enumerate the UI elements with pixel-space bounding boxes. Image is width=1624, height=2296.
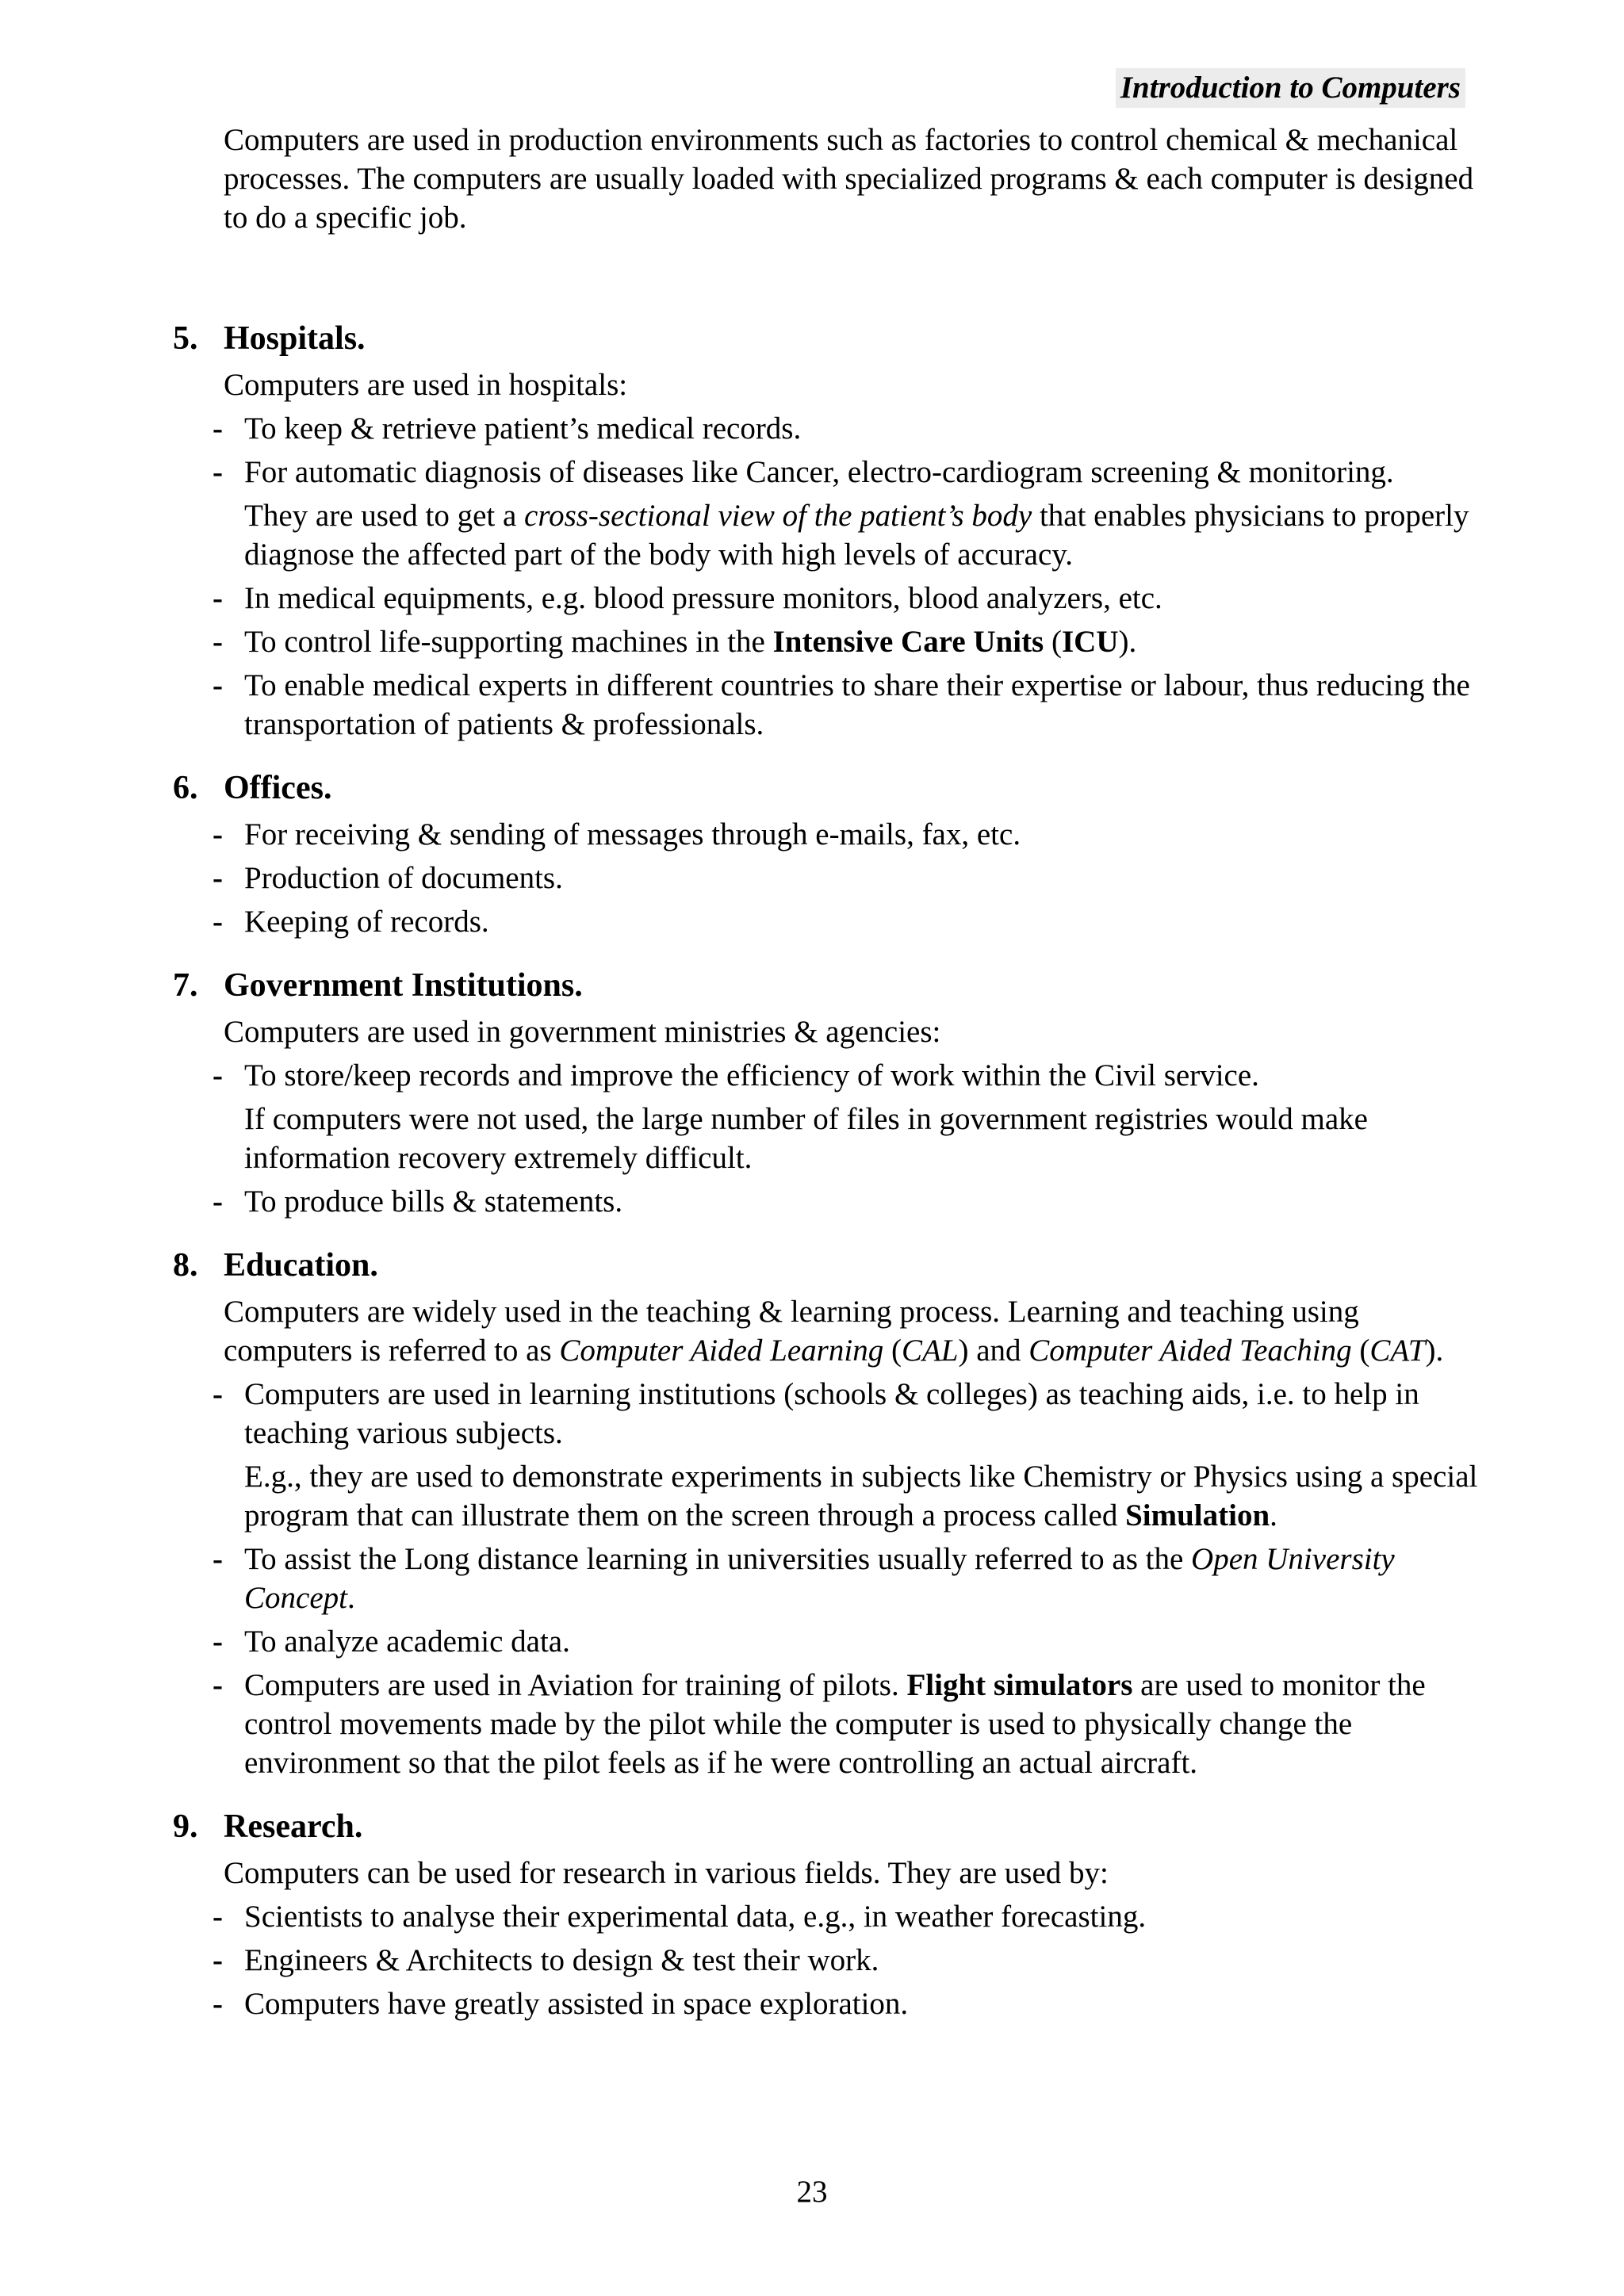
bullet-dash: - (213, 1184, 223, 1219)
bullet-dash: - (213, 817, 223, 851)
section-government (173, 963, 1481, 1221)
bullet-dash: - (213, 455, 223, 489)
list-item: - To enable medical experts in different countries to share their expertise or labour, thus reducing the transportation of patients & professionals. (173, 666, 1481, 744)
section-title: Offices. (224, 770, 332, 806)
bullet-dash: - (213, 1987, 223, 2021)
bullet-dash: - (213, 905, 223, 939)
section-intro: Computers are widely used in the teaching & learning process. Learning and teaching using computers is referred to as Computer Aided Learning (CAL) and Computer Aided Teaching (CAT). (224, 1295, 1444, 1368)
list-item: - Keeping of records. (173, 902, 1481, 941)
section-number: 5. (173, 320, 198, 357)
section-offices (173, 766, 1481, 941)
list-item: - To store/keep records and improve the efficiency of work within the Civil service. (173, 1056, 1481, 1095)
list-item-detail: They are used to get a cross-sectional view of the patient’s body that enables physicians to properly diagnose the affected part of the body with high levels of accuracy. (244, 499, 1469, 572)
section-intro: Computers are used in hospitals: (224, 368, 628, 402)
bullet-dash: - (213, 668, 223, 702)
list-item: - To control life-supporting machines in the Intensive Care Units (ICU). (173, 622, 1481, 661)
intro-paragraph: Computers are used in production environments such as factories to control chemical & mechanical processes. The computers are usually loaded with specialized programs & each computer is designed to do a specific job. (224, 123, 1474, 235)
list-item: - To assist the Long distance learning in universities usually referred to as the Open University Concept. (173, 1540, 1481, 1617)
list-item: - Computers are used in learning institutions (schools & colleges) as teaching aids, i.e. to help in teaching various subjects. (173, 1375, 1481, 1452)
page-content (173, 121, 1481, 2028)
bullet-dash: - (213, 1668, 223, 1702)
bullet-dash: - (213, 1058, 223, 1093)
list-item: - To analyze academic data. (173, 1622, 1481, 1661)
section-title: Government Institutions. (224, 967, 583, 1004)
bullet-dash: - (213, 1624, 223, 1659)
list-item: - Engineers & Architects to design & test their work. (173, 1941, 1481, 1980)
section-research (173, 1804, 1481, 2023)
bullet-dash: - (213, 1377, 223, 1411)
bullet-dash: - (213, 1900, 223, 1934)
bullet-dash: - (213, 411, 223, 446)
list-item: - For receiving & sending of messages through e-mails, fax, etc. (173, 815, 1481, 854)
bullet-dash: - (213, 625, 223, 659)
section-education (173, 1243, 1481, 1782)
list-item: - Production of documents. (173, 859, 1481, 897)
list-item: - For automatic diagnosis of diseases like Cancer, electro-cardiogram screening & monitoring. (173, 453, 1481, 492)
section-heading (173, 1804, 1481, 1849)
list-item: - Computers have greatly assisted in space exploration. (173, 1984, 1481, 2023)
list-item: - Scientists to analyse their experimental data, e.g., in weather forecasting. (173, 1897, 1481, 1936)
section-number: 8. (173, 1247, 198, 1284)
list-item-detail: E.g., they are used to demonstrate experiments in subjects like Chemistry or Physics using a special program that can illustrate them on the screen through a process called Simulation. (244, 1460, 1478, 1533)
bullet-dash: - (213, 1542, 223, 1576)
bullet-dash: - (213, 1943, 223, 1977)
section-heading (173, 1243, 1481, 1288)
section-title: Hospitals. (224, 320, 366, 357)
running-header: Introduction to Computers (1116, 68, 1465, 108)
section-intro: Computers are used in government ministries & agencies: (224, 1015, 941, 1049)
page-number: 23 (796, 2175, 828, 2209)
list-item: - To produce bills & statements. (173, 1182, 1481, 1221)
section-heading (173, 316, 1481, 361)
section-number: 9. (173, 1808, 198, 1845)
list-item: - To keep & retrieve patient’s medical records. (173, 409, 1481, 448)
list-item: - In medical equipments, e.g. blood pressure monitors, blood analyzers, etc. (173, 579, 1481, 618)
section-number: 6. (173, 770, 198, 806)
section-hospitals (173, 316, 1481, 744)
section-title: Research. (224, 1808, 363, 1845)
list-item: - Computers are used in Aviation for training of pilots. Flight simulators are used to monitor the control movements made by the pilot while the computer is used to physically change the environment so that the pilot feels as if he were controlling an actual aircraft. (173, 1666, 1481, 1782)
bullet-dash: - (213, 581, 223, 615)
section-title: Education. (224, 1247, 378, 1284)
list-item-detail: If computers were not used, the large number of files in government registries would make information recovery extremely difficult. (244, 1102, 1368, 1175)
section-intro: Computers can be used for research in various fields. They are used by: (224, 1856, 1109, 1890)
section-heading (173, 766, 1481, 810)
section-number: 7. (173, 967, 198, 1004)
section-heading (173, 963, 1481, 1008)
bullet-dash: - (213, 861, 223, 895)
